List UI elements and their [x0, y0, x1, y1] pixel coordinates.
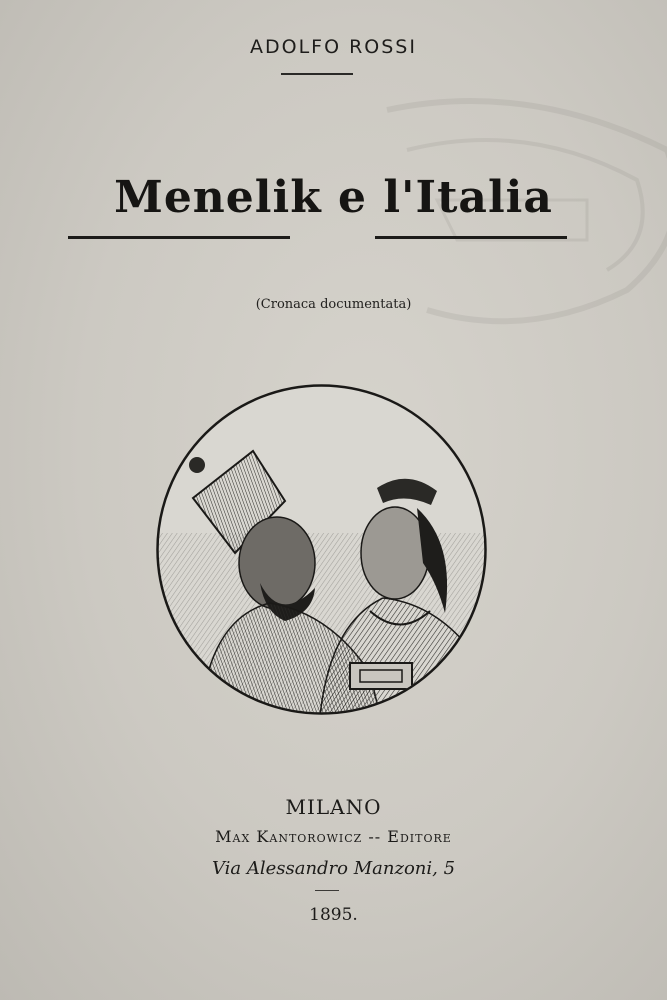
author-name: ADOLFO ROSSI [250, 36, 417, 58]
imprint-city: MILANO [285, 795, 382, 819]
book-title: Menelik e l'Italia [114, 172, 553, 223]
year-divider [315, 890, 339, 891]
imprint-publisher: Max Kantorowicz -- Editore [215, 827, 452, 846]
book-subtitle: (Cronaca documentata) [255, 297, 412, 312]
title-underline-left [68, 236, 290, 239]
author-divider [281, 73, 353, 75]
title-underline-right [375, 236, 567, 239]
imprint-year: 1895. [309, 905, 358, 925]
portrait-medallion [155, 383, 488, 716]
engraved-portrait-icon [155, 383, 488, 716]
imprint-address: Via Alessandro Manzoni, 5 [211, 858, 456, 879]
